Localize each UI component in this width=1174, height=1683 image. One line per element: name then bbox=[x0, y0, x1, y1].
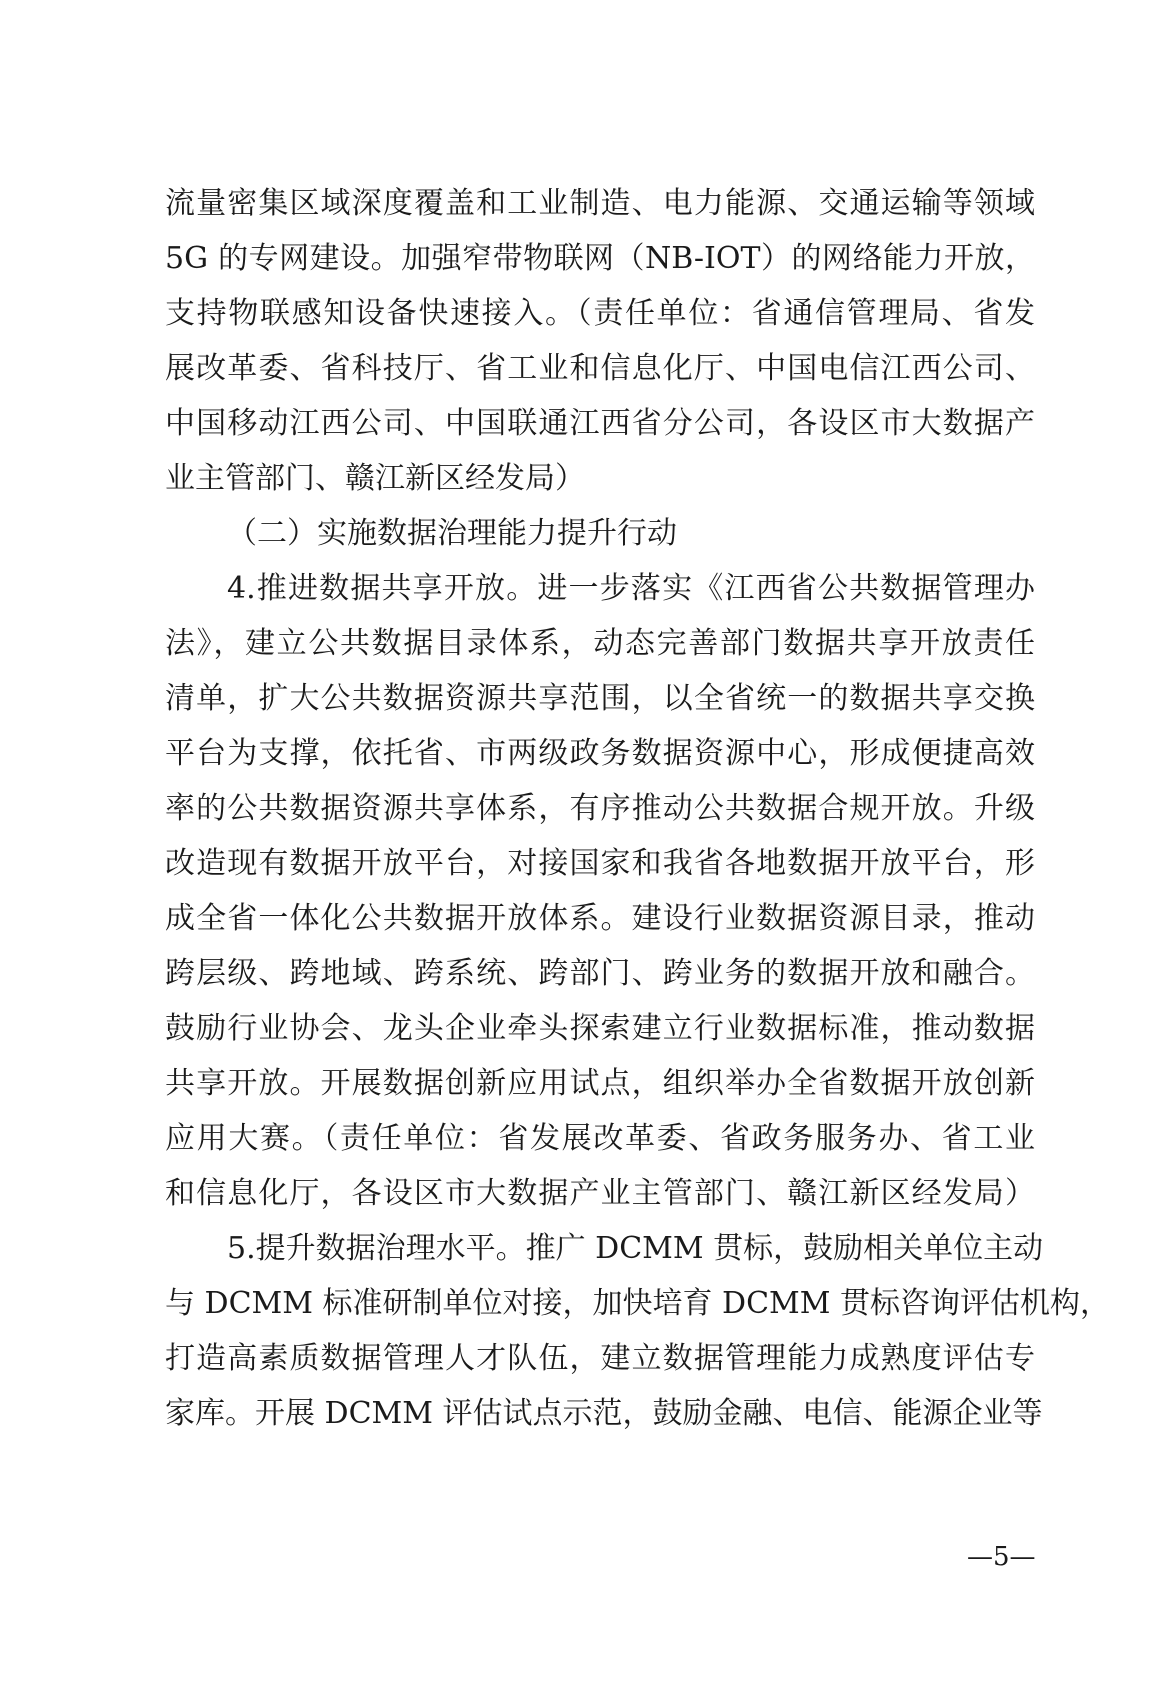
body-line: 流量密集区域深度覆盖和工业制造、电力能源、交通运输等领域 bbox=[165, 186, 1035, 221]
body-line: 平台为支撑，依托省、市两级政务数据资源中心，形成便捷高效 bbox=[165, 736, 1035, 771]
body-line: 家库。开展 DCMM 评估试点示范，鼓励金融、电信、能源企业等 bbox=[165, 1396, 1043, 1431]
body-line: 率的公共数据资源共享体系，有序推动公共数据合规开放。升级 bbox=[165, 791, 1035, 826]
body-line: 清单，扩大公共数据资源共享范围，以全省统一的数据共享交换 bbox=[165, 681, 1035, 716]
body-line: 支持物联感知设备快速接入。（责任单位：省通信管理局、省发 bbox=[165, 296, 1035, 331]
body-line: 打造高素质数据管理人才队伍，建立数据管理能力成熟度评估专 bbox=[165, 1341, 1035, 1376]
body-line: 法》，建立公共数据目录体系，动态完善部门数据共享开放责任 bbox=[165, 626, 1035, 661]
page-number: —5— bbox=[967, 1542, 1036, 1572]
body-line: 鼓励行业协会、龙头企业牵头探索建立行业数据标准，推动数据 bbox=[165, 1011, 1035, 1046]
paragraph-start-line: 5.提升数据治理水平。推广 DCMM 贯标，鼓励相关单位主动 bbox=[227, 1231, 1044, 1266]
body-line: 共享开放。开展数据创新应用试点，组织举办全省数据开放创新 bbox=[165, 1066, 1035, 1101]
body-line: 成全省一体化公共数据开放体系。建设行业数据资源目录，推动 bbox=[165, 901, 1035, 936]
body-line: 应用大赛。（责任单位：省发展改革委、省政务服务办、省工业 bbox=[165, 1121, 1035, 1156]
paragraph-start-line: 4.推进数据共享开放。进一步落实《江西省公共数据管理办 bbox=[227, 571, 1035, 606]
body-line: 和信息化厅，各设区市大数据产业主管部门、赣江新区经发局） bbox=[165, 1176, 1035, 1211]
body-line: 与 DCMM 标准研制单位对接，加快培育 DCMM 贯标咨询评估机构， bbox=[165, 1286, 1111, 1321]
body-line: 展改革委、省科技厅、省工业和信息化厅、中国电信江西公司、 bbox=[165, 351, 1035, 386]
body-line: 跨层级、跨地域、跨系统、跨部门、跨业务的数据开放和融合。 bbox=[165, 956, 1035, 991]
body-line: 中国移动江西公司、中国联通江西省分公司，各设区市大数据产 bbox=[165, 406, 1035, 441]
body-line: 业主管部门、赣江新区经发局） bbox=[165, 461, 585, 496]
body-line: 5G 的专网建设。加强窄带物联网（NB-IOT）的网络能力开放， bbox=[165, 241, 1035, 276]
section-heading: （二）实施数据治理能力提升行动 bbox=[227, 516, 677, 551]
body-line: 改造现有数据开放平台，对接国家和我省各地数据开放平台，形 bbox=[165, 846, 1035, 881]
